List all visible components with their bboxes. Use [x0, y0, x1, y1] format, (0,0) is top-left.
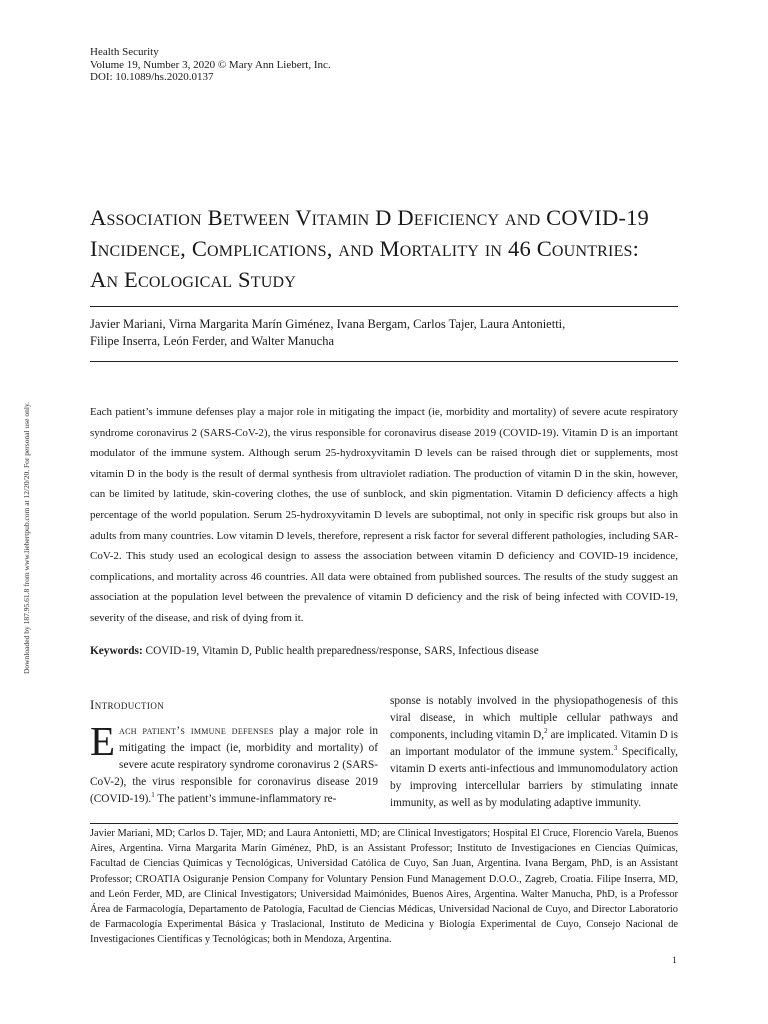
lead-in-caps: ach patient’s immune defenses: [119, 725, 274, 737]
intro-text: play a major role in mitigating the impact (ie, morbidity and mortality) of severe acute respiratory syndrome coronavirus 2 (SARS-CoV-2), the virus responsible for coronavirus disease 2019 (COVID-19).: [90, 725, 378, 805]
reference-mark: 1: [151, 791, 155, 800]
abstract: Each patient’s immune defenses play a major role in mitigating the impact (ie, morbidity and mortality) of severe acute respiratory syndrome coronavirus 2 (SARS-CoV-2), the virus responsible for coronavirus disease 2019 (COVID-19). Vitamin D is an important modulator of the immune system. Although serum 25-hydroxyvitamin D levels can be raised through diet or supplements, most vitamin D in the body is the result of dermal synthesis from ultraviolet radiation. The production of vitamin D in the skin, however, can be limited by latitude, skin-covering clothes, the use of sunblock, and skin pigmentation. Vitamin D deficiency affects a high percentage of the world population. Serum 25-hydroxyvitamin D levels are suboptimal, not only in specific risk groups but also in adults from many countries. Low vitamin D levels, therefore, represent a risk factor for several different pathologies, including SAR-CoV-2. This study used an ecological design to assess the association between vitamin D deficiency and COVID-19 incidence, complications, and mortality across 46 countries. All data were obtained from published sources. The results of the study suggest an association at the population level between the prevalence of vitamin D deficiency and the risk of being infected with COVID-19, severity of the disease, and risk of dying from it.: [90, 406, 678, 624]
title-line: Incidence, Complications, and Mortality in 46 Countries:: [90, 236, 640, 261]
intro-text-tail: The patient’s immune-inflammatory re-: [154, 793, 337, 805]
introduction-left-column: [90, 718, 378, 808]
affiliations-divider: [90, 823, 678, 824]
title-line: An Ecological Study: [90, 267, 296, 292]
journal-volume: Volume 19, Number 3, 2020 © Mary Ann Liebert, Inc.: [90, 58, 331, 71]
article-title: [90, 202, 690, 295]
journal-name: Health Security: [90, 46, 159, 58]
page-number: 1: [672, 956, 677, 966]
keywords-label: Keywords:: [90, 645, 143, 657]
intro-text: sponse is notably involved in the physiopathogenesis of this viral disease, in which multiple cellular pathways and components, including vitamin D,: [390, 695, 678, 741]
journal-doi: DOI: 10.1089/hs.2020.0137: [90, 71, 214, 83]
author-line: Javier Mariani, Virna Margarita Marín Giménez, Ivana Bergam, Carlos Tajer, Laura Antonietti,: [90, 317, 566, 331]
introduction-right-column: [390, 693, 678, 812]
author-affiliations: Javier Mariani, MD; Carlos D. Tajer, MD; and Laura Antonietti, MD; are Clinical Investigators; Hospital El Cruce, Florencio Varela, Buenos Aires, Argentina. Virna Margarita Marín Giménez, PhD, is an Assistant Professor; Instituto de Investigaciones en Ciencias Químicas, Facultad de Ciencias Químicas y Tecnológicas, Universidad Católica de Cuyo, San Juan, Argentina. Ivana Bergam, PhD, is an Assistant Professor; CROATIA Osiguranje Pension Company for Voluntary Pension Fund Management D.O.O., Zagreb, Croatia. Filipe Inserra, MD, and León Ferder, MD, are Clinical Investigators; Universidad Maimónides, Buenos Aires, Argentina. Walter Manucha, PhD, is a Professor Área de Farmacología, Departamento de Patología, Facultad de Ciencias Médicas, Universidad Nacional de Cuyo, and Director Laboratorio de Farmacología Experimental Básica y Traslacional, Instituto de Medicina y Biología Experimental de Cuyo, Consejo Nacional de Investigaciones Científicas y Tecnológicas; both in Mendoza, Argentina.: [90, 828, 678, 946]
title-divider: [90, 306, 678, 307]
drop-cap: E: [90, 718, 116, 764]
authors-divider: [90, 361, 678, 362]
intro-text: Specifically, vitamin D exerts anti-infectious and immunomodulatory action by improving intercellular barriers by stimulating innate immunity, as well as by modulating adaptive immunity.: [390, 746, 678, 809]
keywords: [90, 645, 539, 657]
intro-text: are implicated. Vitamin D is an important modulator of the immune system.: [390, 729, 678, 758]
keywords-text: COVID-19, Vitamin D, Public health preparedness/response, SARS, Infectious disease: [142, 645, 539, 657]
author-list: [90, 316, 565, 349]
download-notice: Downloaded by 187.95.61.8 from www.liebertpub.com at 12/20/20. For personal use only.: [22, 401, 31, 674]
title-line: Association Between Vitamin D Deficiency and COVID-19: [90, 205, 649, 230]
introduction-heading: Introduction: [90, 697, 165, 712]
author-line: Filipe Inserra, León Ferder, and Walter Manucha: [90, 333, 335, 348]
journal-info: [90, 46, 331, 84]
reference-mark: 3: [613, 744, 618, 753]
reference-mark: 2: [544, 727, 548, 736]
